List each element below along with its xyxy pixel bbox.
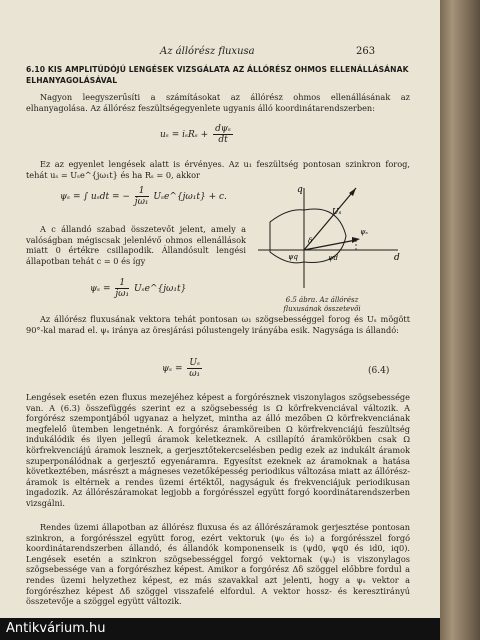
equation-4 bbox=[162, 358, 202, 379]
paragraph-4: Az állórész fluxusának vektora tehát pontosan ω₁ szögsebességgel forog és Uₛ mögött 90°-kal marad el. ψₛ iránya az öresjárási pólustengely irányába esik. Nagysága is állandó: bbox=[26, 314, 410, 335]
equation-2-lhs: ψₛ = ∫ uₛdt = − bbox=[60, 192, 130, 202]
equation-4-lhs: ψₛ = bbox=[162, 364, 183, 374]
watermark-banner: Antikvárium.hu bbox=[0, 618, 454, 640]
equation-2 bbox=[60, 186, 227, 207]
paragraph-6: Rendes üzemi állapotban az állórész fluxusa és az állórészáramok gerjesztése pontosan szinkron, a forgórésszel együtt forog, ezért vektoruk (ψ₀ és i₀) a forgórésszel forgó koordinátarendszerben állandó, és állandók komponenseik is (ψd0, ψq0 és id0, iq0). Lengések esetén a szinkron szögsebességgel forgó vektornak (ψₛ) is viszonylagos szögsebessége van a forgórészhez képest. Amikor a forgórész Δδ szöggel előbbre fordul a rendes üzemi helyzethez képest, ez más szavakkal azt jelenti, hogy a ψₛ vektor a forgórészhez képest Δδ szöggel visszafelé elfordul. A vektor hossz- és keresztirányú összetevője a szöggel együtt változik. bbox=[26, 522, 410, 607]
equation-1 bbox=[160, 124, 233, 145]
section-title: 6.10 KIS AMPLITÚDÓJÚ LENGÉSEK VIZSGÁLATA AZ ÁLLÓRÉSZ OHMOS ELLENÁLLÁSÁNAK ELHANYAGOLÁSÁVAL bbox=[26, 65, 409, 85]
label-q: q bbox=[297, 185, 303, 195]
equation-3 bbox=[90, 278, 186, 299]
equation-1-lhs: uₛ = iₛRₛ + bbox=[160, 130, 209, 140]
figure-caption-line-1: 6.5 ábra. Az állórész bbox=[285, 296, 359, 304]
figure-caption bbox=[262, 296, 382, 314]
equation-1-numerator: dψₛ bbox=[215, 124, 231, 134]
equation-number: (6.4) bbox=[368, 366, 390, 376]
label-u: Uₛ bbox=[332, 207, 342, 216]
paragraph-2: Ez az egyenlet lengések alatt is érvényes. Az u₁ feszültség pontosan szinkron forog, tehát uₛ = Uₛe^{jω₁t} és ha Rₛ = 0, akkor bbox=[26, 159, 410, 180]
figure-caption-line-2: fluxusának összetevői bbox=[283, 305, 361, 313]
label-delta: δ bbox=[308, 237, 313, 245]
equation-2-numerator: 1 bbox=[135, 186, 149, 197]
book-binding bbox=[440, 0, 480, 640]
equation-1-denominator: dt bbox=[218, 135, 228, 145]
equation-4-numerator: Uₛ bbox=[189, 358, 200, 368]
page-number: 263 bbox=[356, 46, 376, 57]
pole-shape-right bbox=[304, 209, 346, 262]
equation-3-lhs: ψₛ = bbox=[90, 284, 111, 294]
equation-3-rhs: Uₛe^{jω₁t} bbox=[134, 284, 187, 294]
paragraph-5: Lengések esetén ezen fluxus mezejéhez képest a forgórésznek viszonylagos szögsebessége van. A (6.3) összefüggés szerint ez a szögsebesség is Ω körfrekvenciával változik. A forgórész szempontjából ugyanaz a helyzet, mintha az álló mezőben Ω körfrekvenciának megfelelő ütemben lengetnénk. A forgórész áramköreiben Ω körfrekvenciájú feszültség indukálódik és ilyen jellegű áramok keletkeznek. A csillapító áramkörökben csak Ω körfrekvenciájú áramok lesznek, a gerjesztőtekercselésben pedig ezek az indukált áramok szuperponálódnak a gerjesztő egyenáramra. Egyesítst ezeknek az áramoknak a hatása következtében, másrészt a mágneses vezetőképesség periodikus változása miatt az állórész-áramok is eltérnek a rendes üzemi értéktől, nagyságuk és frekvenciájuk periodikusan ingadozik. Az állórészáramokat legjobb a forgórésszel együtt forgó koordinátarendszerben vizsgálni. bbox=[26, 392, 410, 508]
vector-diagram-svg bbox=[248, 180, 408, 300]
equation-2-denominator: jω₁ bbox=[134, 197, 149, 207]
paragraph-1: Nagyon leegyszerűsíti a számításokat az állórész ohmos ellenállásának az elhanyagolása. Az állórész feszültségegyenlete ugyanis álló koordinátarendszerben: bbox=[26, 92, 410, 113]
label-psi-d: ψd bbox=[328, 254, 338, 262]
pole-shape-left bbox=[270, 210, 304, 263]
label-psi-s: ψₛ bbox=[360, 228, 368, 236]
equation-3-numerator: 1 bbox=[115, 278, 129, 289]
running-title: Az állórész fluxusa bbox=[160, 46, 255, 57]
equation-4-denominator: ω₁ bbox=[189, 369, 201, 379]
equation-3-denominator: jω₁ bbox=[115, 289, 130, 299]
label-d: d bbox=[394, 253, 400, 263]
paragraph-3: A c állandó szabad összetevőt jelent, amely a valóságban mégiscsak jelenlévő ohmos ellenállások miatt 0 értékre csillapodik. Állandósult lengési állapotban tehát c = 0 és így bbox=[26, 224, 246, 266]
label-psi-q: ψq bbox=[288, 253, 298, 261]
equation-2-rhs: Uₛe^{jω₁t} + c. bbox=[153, 192, 227, 202]
page-header bbox=[0, 46, 440, 60]
